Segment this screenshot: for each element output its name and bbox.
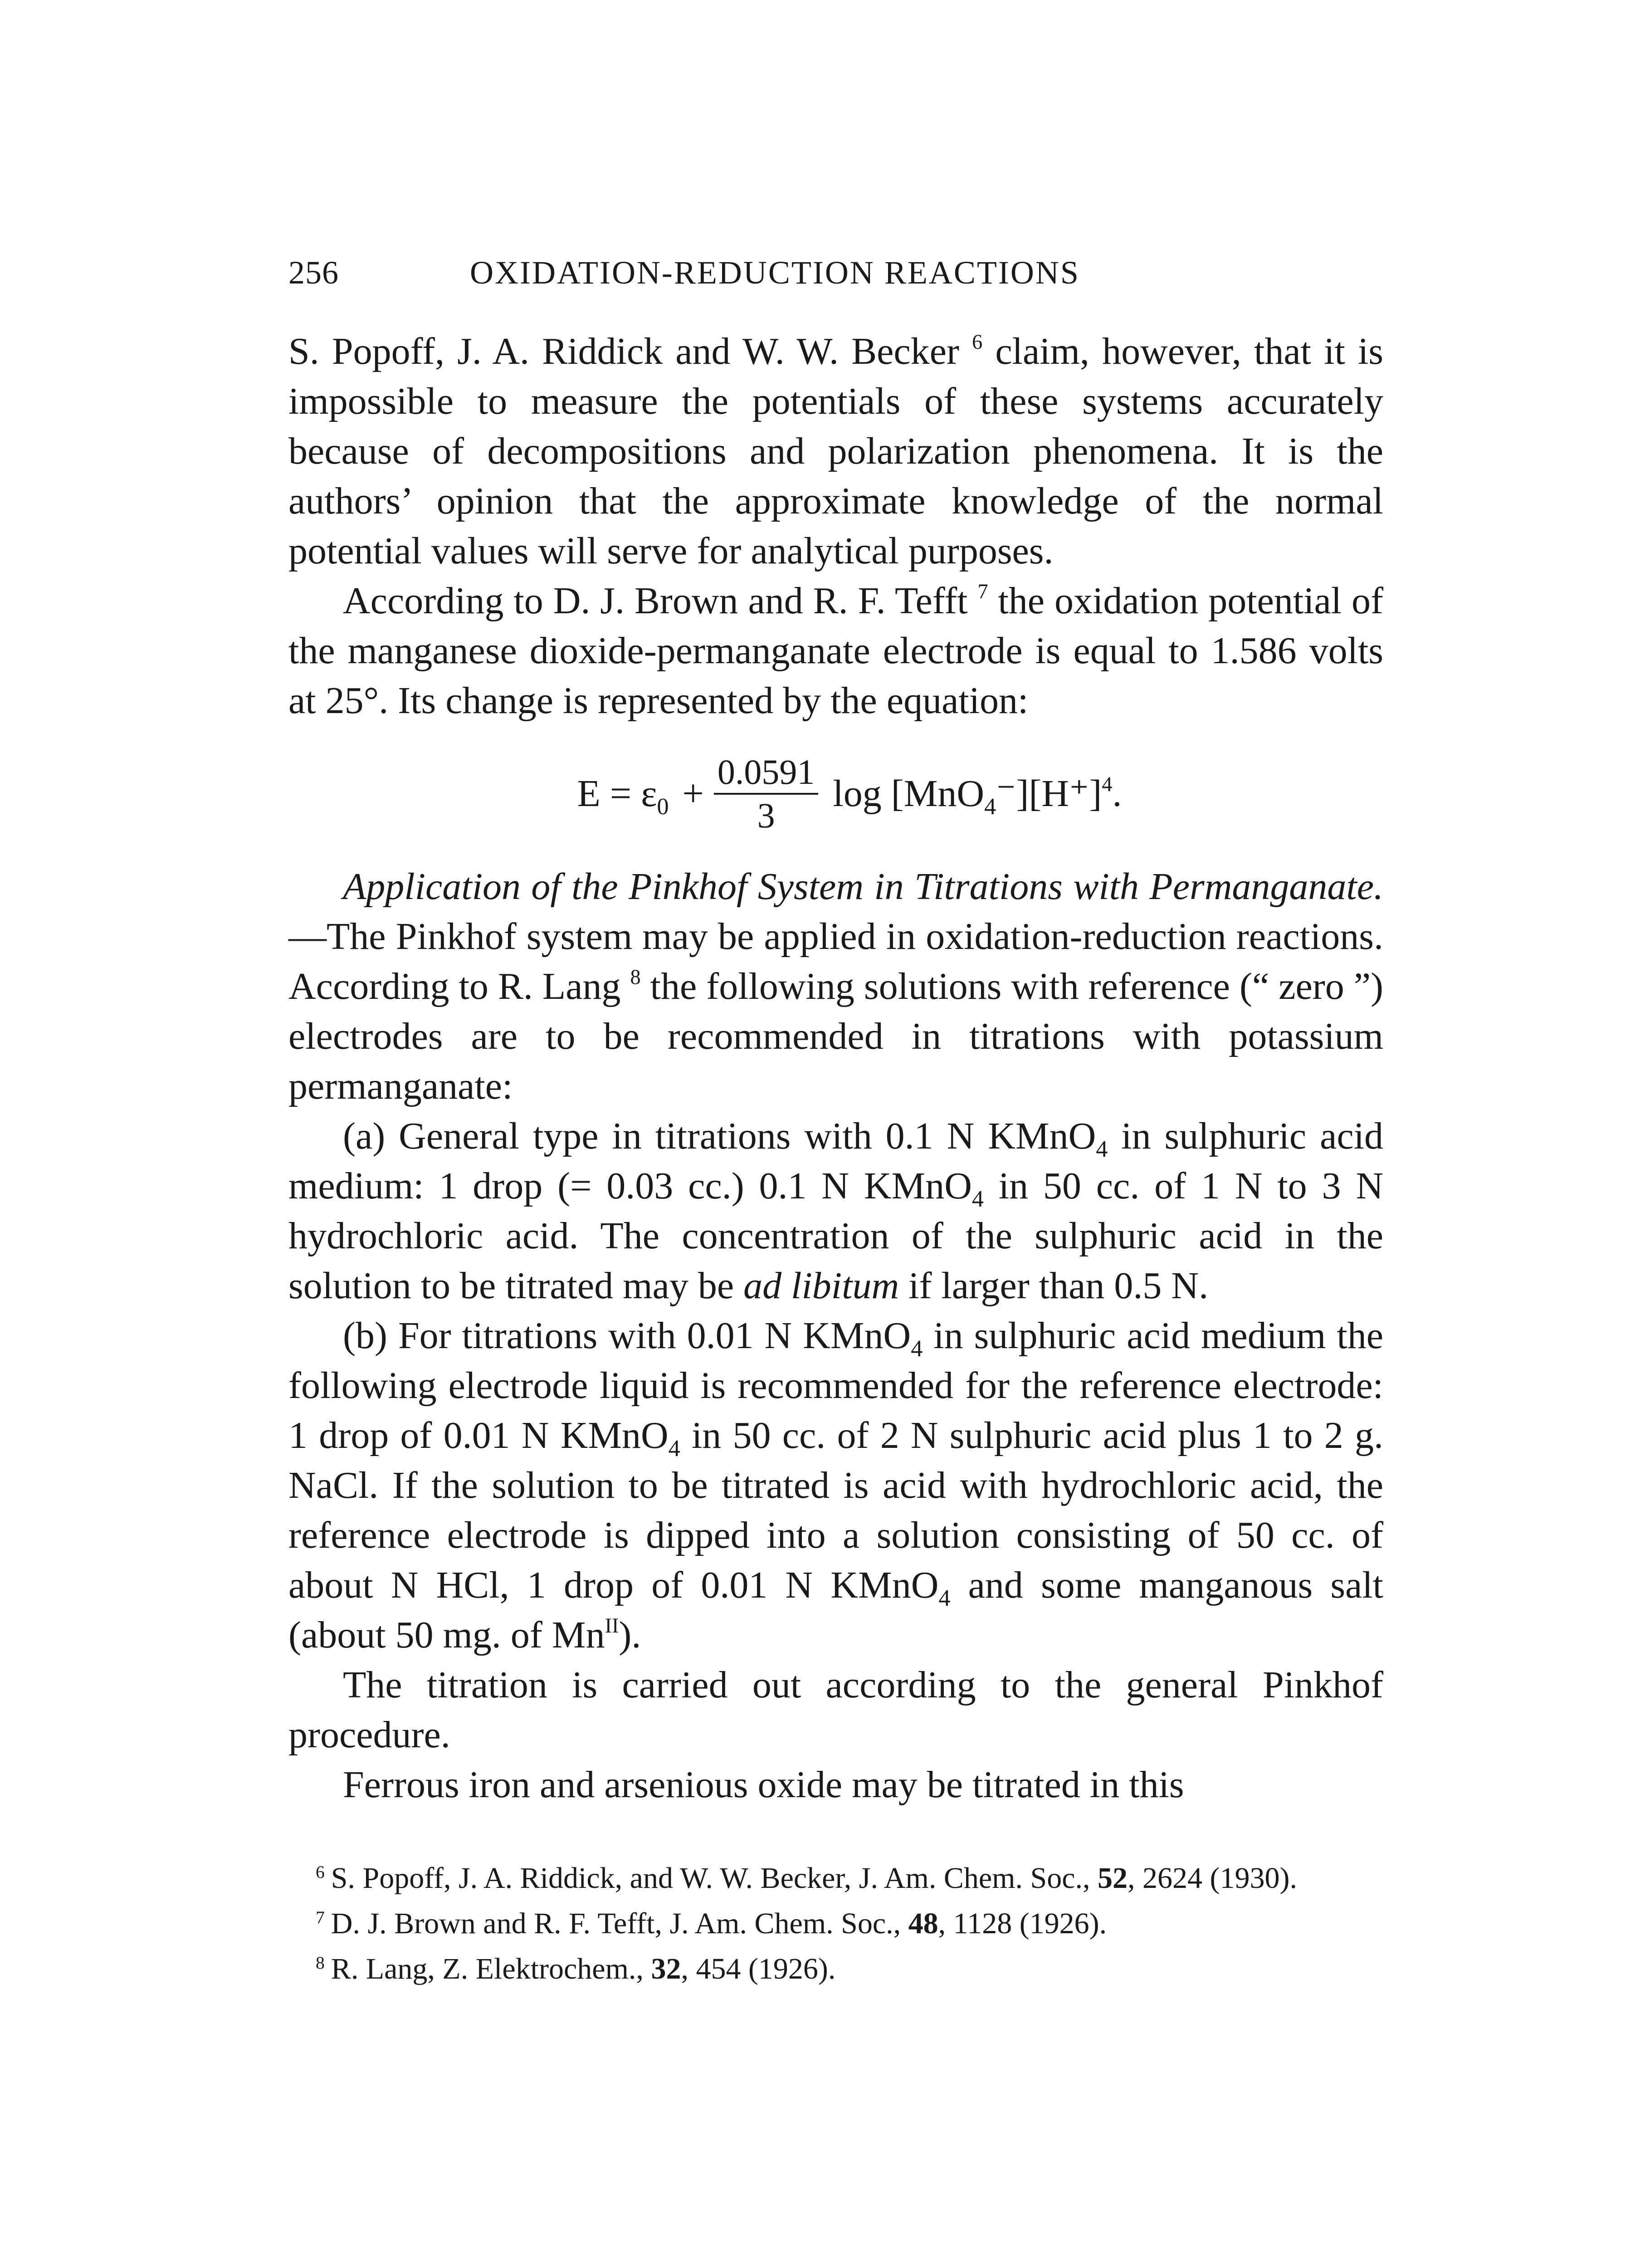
nernst-equation	[316, 726, 1383, 862]
equation-lhs: $E = \varepsilon_0$	[577, 772, 669, 820]
equation-fraction	[714, 751, 819, 836]
paragraph-pinkhof: Application of the Pinkhof System in Titrations with Permanganate.—The Pinkhof system may be applied in oxidation-reduction reactions. According to R. Lang $^8$ the following solutions with reference (“ zero ”) electrodes are to be recommended in titrations with potassium permanganate:	[288, 865, 1384, 1107]
body-text	[288, 327, 1383, 1810]
page-number: 256	[288, 254, 339, 291]
footnote-8: $^8$ R. Lang, Z. Elektrochem., 32, 454 (1926).	[316, 1952, 836, 1985]
footnote-7: $^7$ D. J. Brown and R. F. Tefft, J. Am. Chem. Soc., 48, 1128 (1926).	[316, 1907, 1107, 1940]
page-header	[288, 254, 1383, 327]
section-heading: Application of the Pinkhof System in Titrations with Permanganate.	[343, 865, 1383, 908]
paragraph-item-b: (b) For titrations with 0.01 N KMnO$_4$ in sulphuric acid medium the following electrode liquid is recommended for the reference electrode: 1 drop of 0.01 N KMnO$_4$ in 50 cc. of 2 N sulphuric acid plus 1 to 2 g. NaCl. If the solution to be titrated is acid with hydrochloric acid, the reference electrode is dipped into a solution consisting of 50 cc. of about N HCl, 1 drop of 0.01 N KMnO$_4$ and some manganous salt (about 50 mg. of $Mn^{II}$).	[288, 1315, 1384, 1656]
item-b-label: (b)	[343, 1315, 387, 1357]
footnote-ref-7: 7	[977, 580, 988, 603]
paragraph-popoff: S. Popoff, J. A. Riddick and W. W. Becker $^6$ claim, however, that it is impossible to measure the potentials of these systems accurately because of decompositions and polarization phenomena. It is the authors’ opinion that the approximate knowledge of the normal potential values will serve for analytical purposes.	[288, 330, 1383, 572]
item-a-label: (a)	[343, 1115, 386, 1157]
book-page	[288, 254, 1383, 1994]
paragraph-brown-tefft: According to D. J. Brown and R. F. Tefft $^7$ the oxidation potential of the manganese dioxide-permanganate electrode is equal to 1.586 volts at 25°. Its change is represented by the equation:	[288, 580, 1384, 722]
fraction-denominator: 3	[757, 796, 775, 835]
footnotes	[288, 1857, 1383, 1994]
paragraph-titration: The titration is carried out according to the general Pinkhof procedure.	[288, 1664, 1383, 1756]
equation-rhs: $\log [MnO_4^-][H^+]^4$.	[833, 772, 1122, 820]
equation-plus: +	[682, 772, 704, 815]
footnote-6: $^6$ S. Popoff, J. A. Riddick, and W. W. Becker, J. Am. Chem. Soc., 52, 2624 (1930).	[316, 1862, 1297, 1895]
footnote-ref-8: 8	[630, 965, 641, 988]
paragraph-item-a: (a) General type in titrations with 0.1 N KMnO$_4$ in sulphuric acid medium: 1 drop (= 0.03 cc.) 0.1 N KMnO$_4$ in 50 cc. of 1 N to 3 N hydrochloric acid. The concentration of the sulphuric acid in the solution to be titrated may be ad libitum if larger than 0.5 N.	[288, 1115, 1383, 1307]
running-title: OXIDATION-REDUCTION REACTIONS	[470, 254, 1080, 291]
footnote-ref-6: 6	[972, 330, 983, 353]
fraction-numerator: 0.0591	[714, 751, 819, 795]
paragraph-ferrous: Ferrous iron and arsenious oxide may be titrated in this	[343, 1764, 1184, 1806]
